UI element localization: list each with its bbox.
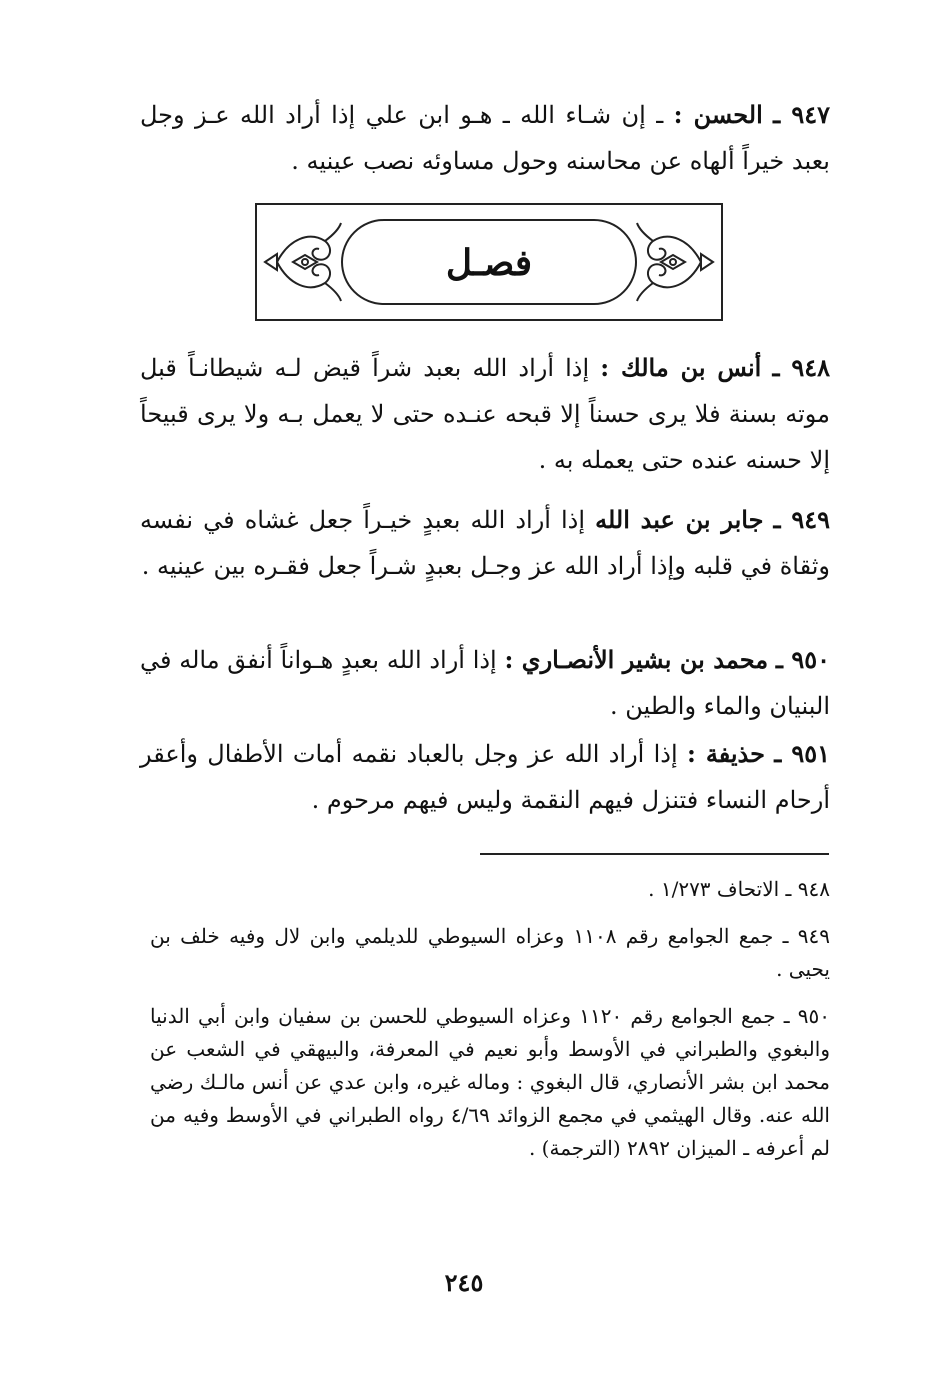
hadith-number: ٩٤٨ ـ xyxy=(772,353,831,382)
hadith-949 xyxy=(140,497,830,589)
narrator-name: جابر بن عبد الله xyxy=(595,505,764,534)
footnote-949: ٩٤٩ ـ جمع الجوامع رقم ١١٠٨ وعزاه السيوطي للديلمي وابن لال وفيه خلف بن يحيى . xyxy=(150,924,830,981)
narrator-name: الحسن : xyxy=(673,100,763,129)
narrator-name: حذيفة : xyxy=(686,739,765,768)
section-banner xyxy=(255,203,723,321)
narrator-name: محمد بن بشير الأنصـاري : xyxy=(504,645,769,674)
hadith-text: إذا أراد الله بعبد شراً قيض لـه شيطانـاً قبل موته بسنة فلا يرى حسناً إلا قبحه عنـده حتى لا يعمل بـه ولا يرى قبيحاً إلا حسنه عنده حتى يعمله به . xyxy=(140,354,830,474)
hadith-947 xyxy=(140,92,830,184)
hadith-951 xyxy=(140,731,830,823)
hadith-number: ٩٤٧ ـ xyxy=(773,100,830,129)
hadith-text: إذا أراد الله عز وجل بالعباد نقمه أمات الأطفال وأعقر أرحام النساء فتنزل فيهم النقمة وليس فيهم مرحوم . xyxy=(140,740,830,814)
hadith-number: ٩٥٠ ـ xyxy=(775,645,830,674)
hadith-text: إذا أراد الله بعبدٍ هـواناً أنفق ماله في البنيان والماء والطين . xyxy=(140,646,830,720)
section-title: فصـل xyxy=(445,242,533,284)
footnote-950: ٩٥٠ ـ جمع الجوامع رقم ١١٢٠ وعزاه السيوطي للحسن بن سفيان وابن أبي الدنيا والبغوي والطبراني في الأوسط وأبو نعيم في المعرفة، والبيهقي في الشعب عن محمد ابن بشر الأنصاري، قال البغوي : وماله غيره، وابن عدي عن أنس مالـك رضي الله عنه. وقال الهيثمي في مجمع الزوائد ٤/٦٩ رواه الطبراني في الأوسط وفيه من لم أعرفه ـ الميزان ٢٨٩٢ (الترجمة) . xyxy=(150,1004,830,1160)
ornament-right-icon xyxy=(635,219,719,305)
ornament-left-icon xyxy=(259,219,343,305)
hadith-number: ٩٥١ ـ xyxy=(774,739,830,768)
banner-frame xyxy=(341,219,637,305)
footnote-divider xyxy=(480,853,829,855)
hadith-number: ٩٤٩ ـ xyxy=(773,505,830,534)
hadith-text: إذا أراد الله بعبدٍ خيـراً جعل غشاه في نفسه وثقاة في قلبه وإذا أراد الله عز وجـل بعبدٍ شـراً جعل فقـره بين عينيه . xyxy=(140,506,830,580)
page-number: ٢٤٥ xyxy=(444,1268,484,1297)
footnote-948: ٩٤٨ ـ الاتحاف ١/٢٧٣ . xyxy=(648,877,830,901)
hadith-948 xyxy=(140,345,830,483)
hadith-950 xyxy=(140,637,830,729)
hadith-text: ـ إن شـاء الله ـ هـو ابن علي إذا أراد الله عـز وجل بعبد خيراً ألهاه عن محاسنه وحول مساوئه نصب عينيه . xyxy=(140,101,830,175)
narrator-name: أنس بن مالك : xyxy=(600,353,762,382)
